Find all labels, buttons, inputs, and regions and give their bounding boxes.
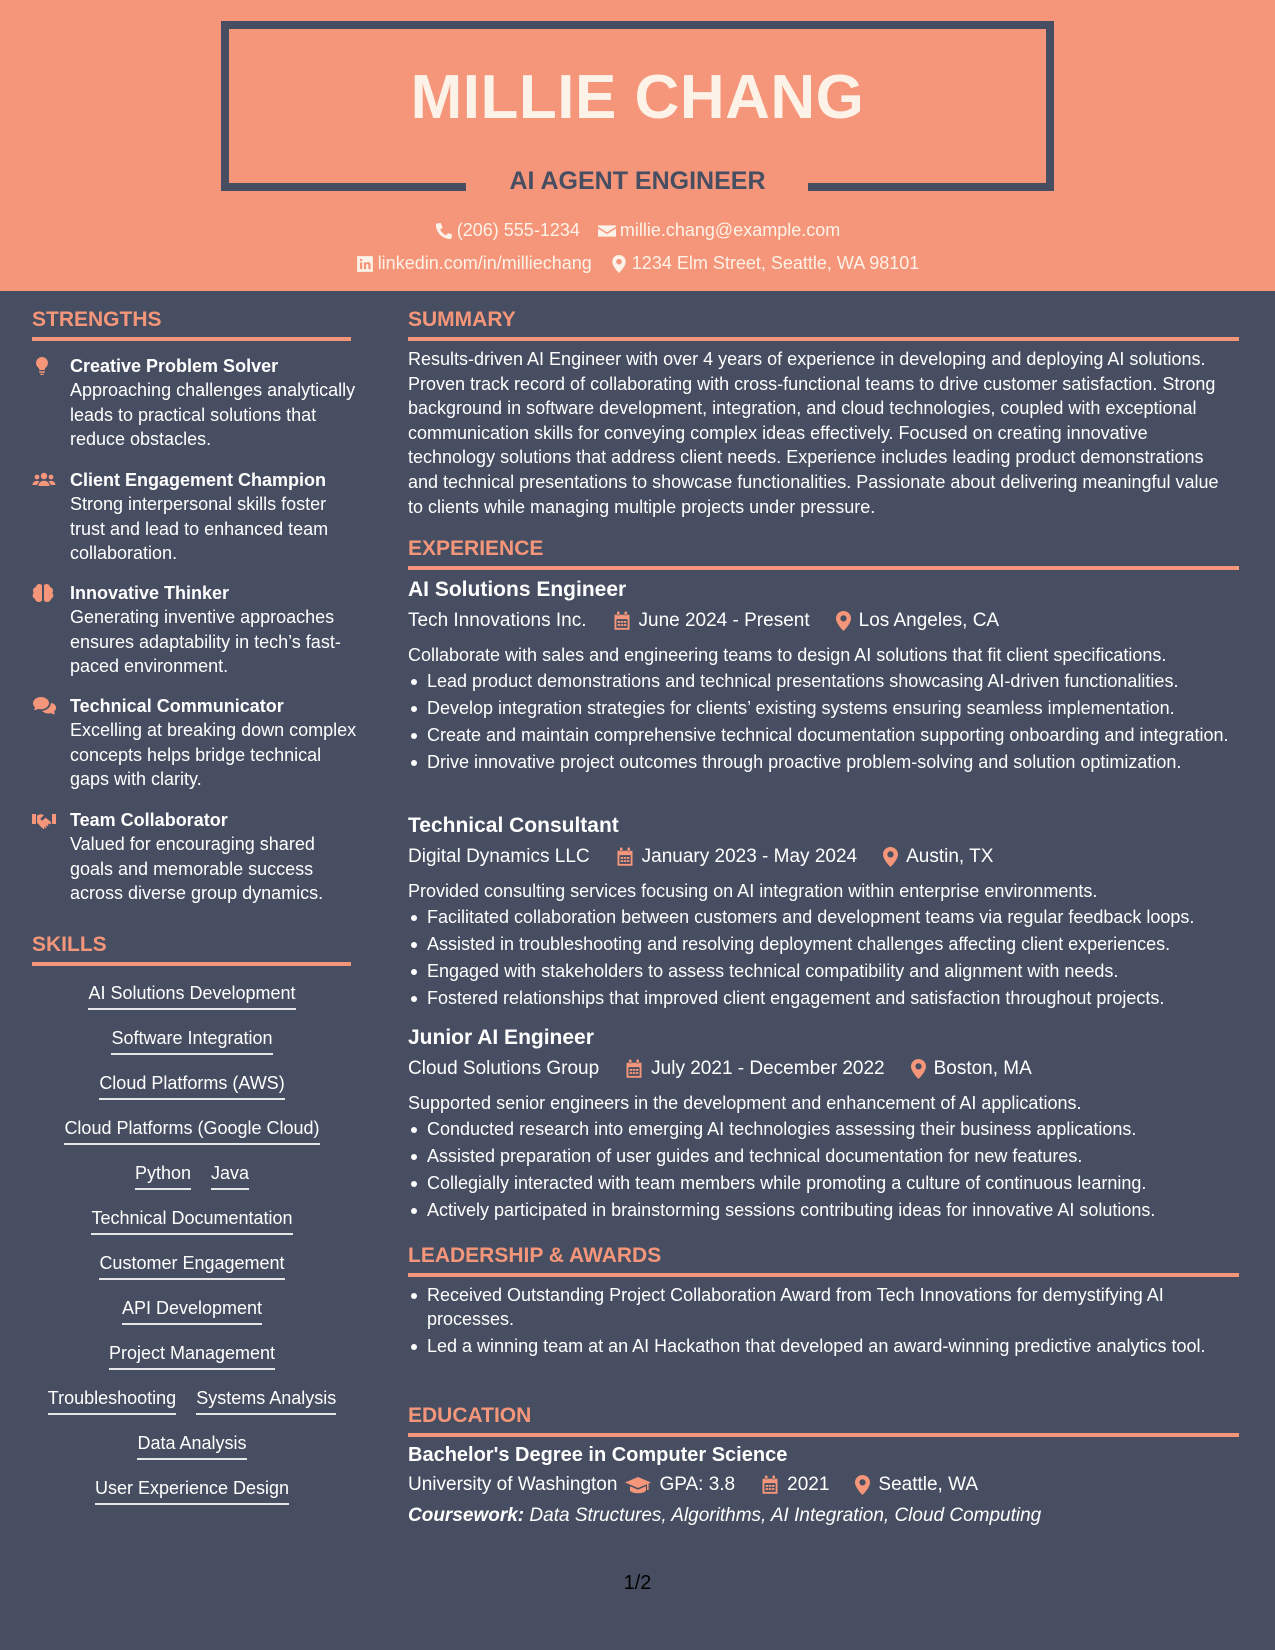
address-text: 1234 Elm Street, Seattle, WA 98101 — [631, 253, 920, 273]
job-location: Los Angeles, CA — [858, 610, 1000, 631]
contact-row-2 — [0, 253, 1275, 274]
strength-item — [32, 694, 357, 792]
job-bullets — [408, 669, 1238, 777]
skills-row — [32, 1208, 352, 1235]
skills-heading: SKILLS — [32, 933, 107, 956]
job-lead: Provided consulting services focusing on AI integration within enterprise environments. — [408, 881, 1098, 901]
skill-tag: Project Management — [109, 1343, 275, 1370]
school-name: University of Washington — [408, 1474, 618, 1495]
skill-tag: Technical Documentation — [91, 1208, 292, 1235]
job-meta — [408, 1058, 1032, 1080]
skills-row — [32, 1298, 352, 1325]
job-bullet: Conducted research into emerging AI technologies assessing their business applications. — [408, 1117, 1238, 1141]
calendar-icon — [616, 847, 634, 867]
job-dates: June 2024 - Present — [638, 610, 810, 631]
skills-row — [32, 1388, 352, 1415]
job-bullet: Drive innovative project outcomes through proactive problem-solving and solution optimization. — [408, 750, 1238, 774]
job-meta — [408, 846, 993, 868]
strength-desc: Valued for encouraging shared goals and memorable success across diverse group dynamics. — [70, 834, 324, 903]
comments-icon — [32, 696, 56, 716]
skill-tag: User Experience Design — [95, 1478, 289, 1505]
job-title: Junior AI Engineer — [408, 1026, 594, 1049]
brain-icon — [32, 583, 56, 603]
summary-rule — [408, 337, 1239, 341]
grad-year: 2021 — [787, 1474, 830, 1495]
coursework-text: Data Structures, Algorithms, AI Integration, Cloud Computing — [529, 1505, 1042, 1526]
skills-row — [32, 1163, 352, 1190]
skill-tag: Customer Engagement — [99, 1253, 284, 1280]
header-band — [0, 0, 1275, 291]
skill-tag: Data Analysis — [137, 1433, 246, 1460]
job-bullet: Fostered relationships that improved client engagement and satisfaction throughout projects. — [408, 986, 1238, 1010]
map-pin-icon — [855, 1475, 870, 1495]
strength-desc: Strong interpersonal skills foster trust and lead to enhanced team collaboration. — [70, 494, 329, 563]
leadership-heading: LEADERSHIP & AWARDS — [408, 1244, 662, 1267]
phone-text: (206) 555-1234 — [456, 220, 580, 240]
job-bullets — [408, 1117, 1238, 1225]
skills-row — [32, 1118, 352, 1145]
strength-title: Team Collaborator — [70, 810, 228, 830]
phone-icon — [435, 222, 453, 240]
strength-item — [32, 354, 356, 452]
phone-contact[interactable] — [435, 220, 580, 241]
strength-title: Technical Communicator — [70, 696, 284, 716]
summary-heading: SUMMARY — [408, 308, 516, 331]
calendar-icon — [625, 1059, 643, 1079]
graduation-cap-icon — [625, 1475, 651, 1495]
strengths-rule — [32, 337, 351, 341]
job-dates: July 2021 - December 2022 — [651, 1058, 885, 1079]
job-bullet: Lead product demonstrations and technical presentations showcasing AI-driven functionalities. — [408, 669, 1238, 693]
coursework-label: Coursework: — [408, 1505, 525, 1526]
address-contact — [610, 253, 920, 274]
linkedin-icon — [356, 255, 374, 273]
lightbulb-icon — [32, 356, 56, 376]
gpa-text: GPA: 3.8 — [659, 1474, 736, 1495]
job-bullets — [408, 905, 1238, 1013]
experience-rule — [408, 566, 1239, 570]
job-meta — [408, 610, 999, 632]
award-bullet: Led a winning team at an AI Hackathon that developed an award-winning predictive analytics tool. — [408, 1334, 1238, 1358]
summary-text: Results-driven AI Engineer with over 4 years of experience in developing and deploying AI solutions. Proven track record of collaborating with cross-functional teams to drive customer satisfaction. Strong background in software development, integration, and cloud technologies, coupled with exceptional communication skills for conveying complex ideas effectively. Focused on creating innovative technology solutions that address client needs. Experience includes leading product demonstrations and technical presentations to showcase functionalities. Passionate about delivering meaningful value to clients while managing multiple projects under pressure. — [408, 349, 1219, 517]
job-location: Boston, MA — [933, 1058, 1032, 1079]
skill-tag: Troubleshooting — [48, 1388, 176, 1415]
strengths-heading: STRENGTHS — [32, 308, 162, 331]
strength-desc: Excelling at breaking down complex concepts helps bridge technical gaps with clarity. — [70, 720, 357, 789]
strength-title: Innovative Thinker — [70, 583, 230, 603]
skill-tag: Systems Analysis — [196, 1388, 336, 1415]
leadership-bullets — [408, 1283, 1238, 1361]
job-bullet: Collegially interacted with team members while promoting a culture of continuous learning. — [408, 1171, 1238, 1195]
strength-item — [32, 581, 352, 679]
linkedin-text: linkedin.com/in/milliechang — [377, 253, 592, 273]
company-name: Digital Dynamics LLC — [408, 846, 590, 867]
job-dates: January 2023 - May 2024 — [641, 846, 858, 867]
skills-row — [32, 983, 352, 1010]
job-bullet: Assisted preparation of user guides and technical documentation for new features. — [408, 1144, 1238, 1168]
skill-tag: Cloud Platforms (Google Cloud) — [64, 1118, 319, 1145]
email-text: millie.chang@example.com — [619, 220, 841, 240]
candidate-name: MILLIE CHANG — [410, 63, 865, 132]
map-pin-icon — [610, 255, 628, 273]
company-name: Cloud Solutions Group — [408, 1058, 600, 1079]
skill-tag: Java — [211, 1163, 249, 1190]
email-contact[interactable] — [598, 220, 840, 241]
strength-desc: Generating inventive approaches ensures adaptability in tech’s fast-paced environment. — [70, 607, 341, 676]
job-bullet: Facilitated collaboration between customers and development teams via regular feedback loops. — [408, 905, 1238, 929]
job-bullet: Engaged with stakeholders to assess technical compatibility and alignment with needs. — [408, 959, 1238, 983]
map-pin-icon — [883, 847, 898, 867]
skills-row — [32, 1073, 352, 1100]
job-bullet: Actively participated in brainstorming sessions contributing ideas for innovative AI solutions. — [408, 1198, 1238, 1222]
skills-row — [32, 1028, 352, 1055]
skill-tag: Software Integration — [111, 1028, 272, 1055]
map-pin-icon — [836, 611, 851, 631]
users-icon — [32, 470, 56, 490]
job-lead: Supported senior engineers in the development and enhancement of AI applications. — [408, 1093, 1082, 1113]
map-pin-icon — [911, 1059, 926, 1079]
job-bullet: Assisted in troubleshooting and resolving deployment challenges affecting client experiences. — [408, 932, 1238, 956]
job-bullet: Develop integration strategies for clients’ existing systems ensuring seamless implementation. — [408, 696, 1238, 720]
education-meta — [408, 1474, 978, 1496]
skills-row — [32, 1433, 352, 1460]
handshake-icon — [32, 810, 56, 830]
skills-row — [32, 1343, 352, 1370]
job-title: Technical Consultant — [408, 814, 619, 837]
job-location: Austin, TX — [906, 846, 994, 867]
education-rule — [408, 1433, 1239, 1437]
job-bullet: Create and maintain comprehensive technical documentation supporting onboarding and integration. — [408, 723, 1238, 747]
skill-tag: API Development — [122, 1298, 262, 1325]
company-name: Tech Innovations Inc. — [408, 610, 587, 631]
strength-title: Client Engagement Champion — [70, 470, 327, 490]
skills-rule — [32, 962, 351, 966]
calendar-icon — [613, 611, 631, 631]
calendar-icon — [761, 1475, 779, 1495]
envelope-icon — [598, 222, 616, 240]
award-bullet: Received Outstanding Project Collaboration Award from Tech Innovations for demystifying AI processes. — [408, 1283, 1238, 1331]
linkedin-contact[interactable] — [356, 253, 592, 274]
education-heading: EDUCATION — [408, 1404, 532, 1427]
skills-row — [32, 1253, 352, 1280]
page-number: 1/2 — [623, 1572, 652, 1594]
experience-heading: EXPERIENCE — [408, 537, 544, 560]
job-title: AI Solutions Engineer — [408, 578, 627, 601]
skill-tag: Cloud Platforms (AWS) — [99, 1073, 284, 1100]
coursework-line — [408, 1505, 1041, 1527]
job-lead: Collaborate with sales and engineering teams to design AI solutions that fit client specifications. — [408, 645, 1167, 665]
degree-title: Bachelor's Degree in Computer Science — [408, 1444, 788, 1466]
skill-tag: AI Solutions Development — [88, 983, 295, 1010]
job-title-heading: AI AGENT ENGINEER — [509, 167, 766, 195]
contact-row-1 — [0, 220, 1275, 241]
leadership-rule — [408, 1273, 1239, 1277]
school-location: Seattle, WA — [878, 1474, 979, 1495]
strength-title: Creative Problem Solver — [70, 356, 279, 376]
strength-desc: Approaching challenges analytically leads to practical solutions that reduce obstacles. — [70, 380, 356, 449]
skills-row — [32, 1478, 352, 1505]
strength-item — [32, 808, 352, 906]
strength-item — [32, 468, 352, 566]
skill-tag: Python — [135, 1163, 191, 1190]
